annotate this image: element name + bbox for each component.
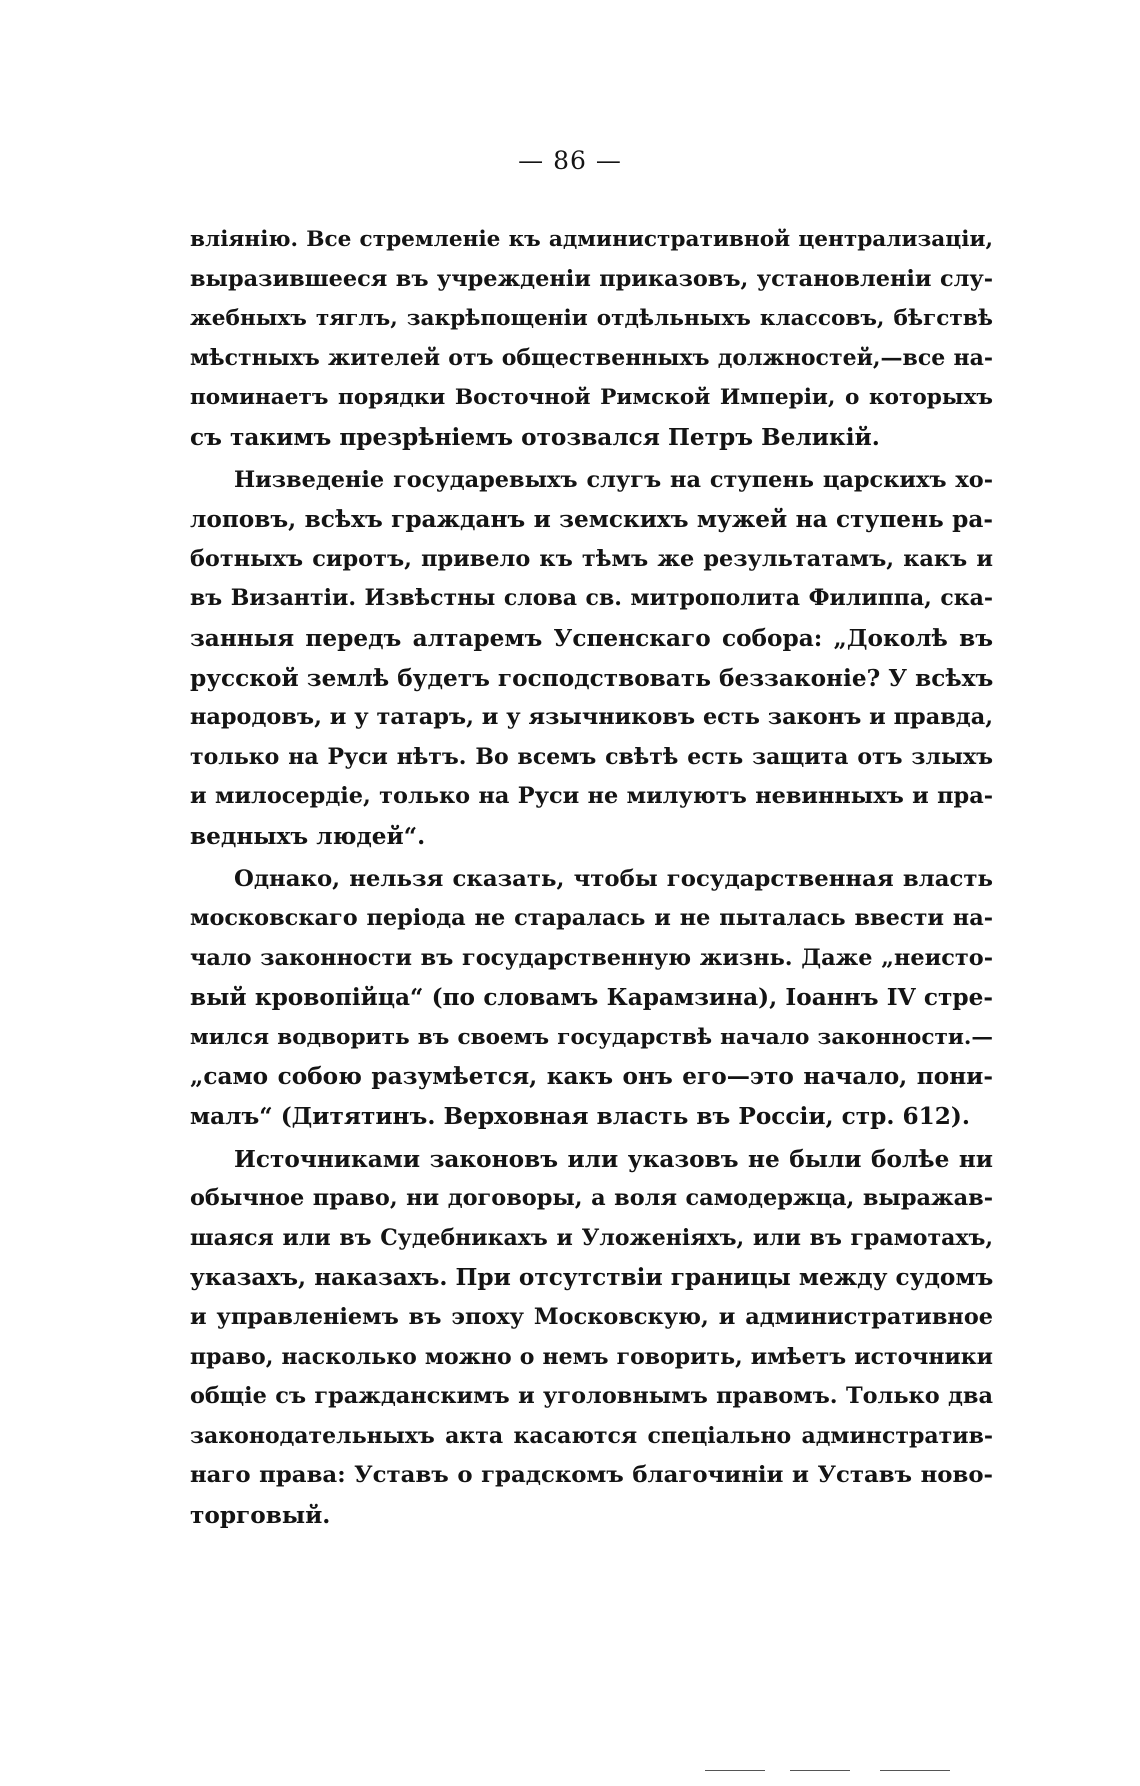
paragraph — [190, 220, 993, 458]
text-line: выразившееся въ учрежденіи приказовъ, установленіи слу- — [190, 265, 993, 292]
text-line: съ такимъ презрѣніемъ отозвался Петръ Великій. — [190, 423, 880, 451]
text-line: чало законности въ государственную жизнь. Даже „неисто- — [190, 944, 993, 971]
paragraph — [190, 1140, 993, 1536]
text-line: лоповъ, всѣхъ гражданъ и земскихъ мужей на ступень ра- — [190, 506, 993, 534]
text-line: въ Византіи. Извѣстны слова св. митрополита Филиппа, ска- — [190, 585, 993, 612]
text-line: московскаго періода не старалась и не пыталась ввести на- — [190, 905, 993, 932]
text-line: указахъ, наказахъ. При отсутствіи границы между судомъ — [190, 1264, 994, 1292]
text-line: вліянію. Все стремленіе къ административной централизаціи, — [190, 227, 993, 252]
page-number: — 86 — — [518, 146, 622, 175]
text-line: русской землѣ будетъ господствовать беззаконіе? У всѣхъ — [190, 664, 994, 692]
text-line: ботныхъ сиротъ, привело къ тѣмъ же результатамъ, какъ и — [190, 545, 993, 572]
text-line: ведныхъ людей“. — [190, 822, 426, 850]
text-line: народовъ, и у татаръ, и у язычниковъ есть законъ и правда, — [190, 704, 993, 731]
text-line: Низведеніе государевыхъ слугъ на ступень царскихъ хо- — [234, 466, 993, 493]
text-line: наго права: Уставъ о градскомъ благочиніи и Уставъ ново- — [190, 1462, 993, 1489]
text-body — [190, 220, 993, 1536]
text-line: законодательныхъ акта касаются спеціально админстратив- — [190, 1422, 993, 1449]
text-line: поминаетъ порядки Восточной Римской Имперіи, о которыхъ — [190, 385, 993, 411]
footer-rule — [880, 1770, 950, 1771]
footer-rule — [705, 1770, 765, 1771]
text-line: и управленіемъ въ эпоху Московскую, и административное — [190, 1304, 993, 1331]
text-line: шаяся или въ Судебникахъ и Уложеніяхъ, или въ грамотахъ, — [190, 1224, 993, 1251]
text-line: обычное право, ни договоры, а воля самодержца, выражав- — [190, 1185, 993, 1212]
text-line: малъ“ (Дитятинъ. Верховная власть въ Россіи, стр. 612). — [190, 1103, 970, 1131]
text-line: общіе съ гражданскимъ и уголовнымъ правомъ. Только два — [190, 1383, 993, 1410]
text-line: мился водворить въ своемъ государствѣ начало законности.— — [190, 1024, 993, 1050]
text-line: вый кровопійца“ (по словамъ Карамзина), Іоаннъ IV стре- — [190, 984, 993, 1012]
text-line: Однако, нельзя сказать, чтобы государственная власть — [234, 865, 993, 892]
text-line: торговый. — [190, 1502, 331, 1529]
text-line: занныя передъ алтаремъ Успенскаго собора: „Доколѣ въ — [190, 624, 993, 652]
text-line: „само собою разумѣется, какъ онъ его—это начало, пони- — [190, 1063, 993, 1091]
text-line: Источниками законовъ или указовъ не были болѣе ни — [234, 1145, 993, 1173]
paragraph — [190, 860, 993, 1137]
paragraph — [190, 461, 993, 857]
text-line: мѣстныхъ жителей отъ общественныхъ должностей,—все на- — [190, 344, 993, 371]
text-line: и милосердіе, только на Руси не милуютъ невинныхъ и пра- — [190, 783, 993, 810]
text-line: право, насколько можно о немъ говорить, имѣетъ источники — [190, 1343, 993, 1370]
text-line: только на Руси нѣтъ. Во всемъ свѣтѣ есть защита отъ злыхъ — [190, 743, 993, 770]
text-line: жебныхъ тяглъ, закрѣпощеніи отдѣльныхъ классовъ, бѣгствѣ — [190, 306, 993, 332]
footer-rule — [790, 1770, 850, 1771]
